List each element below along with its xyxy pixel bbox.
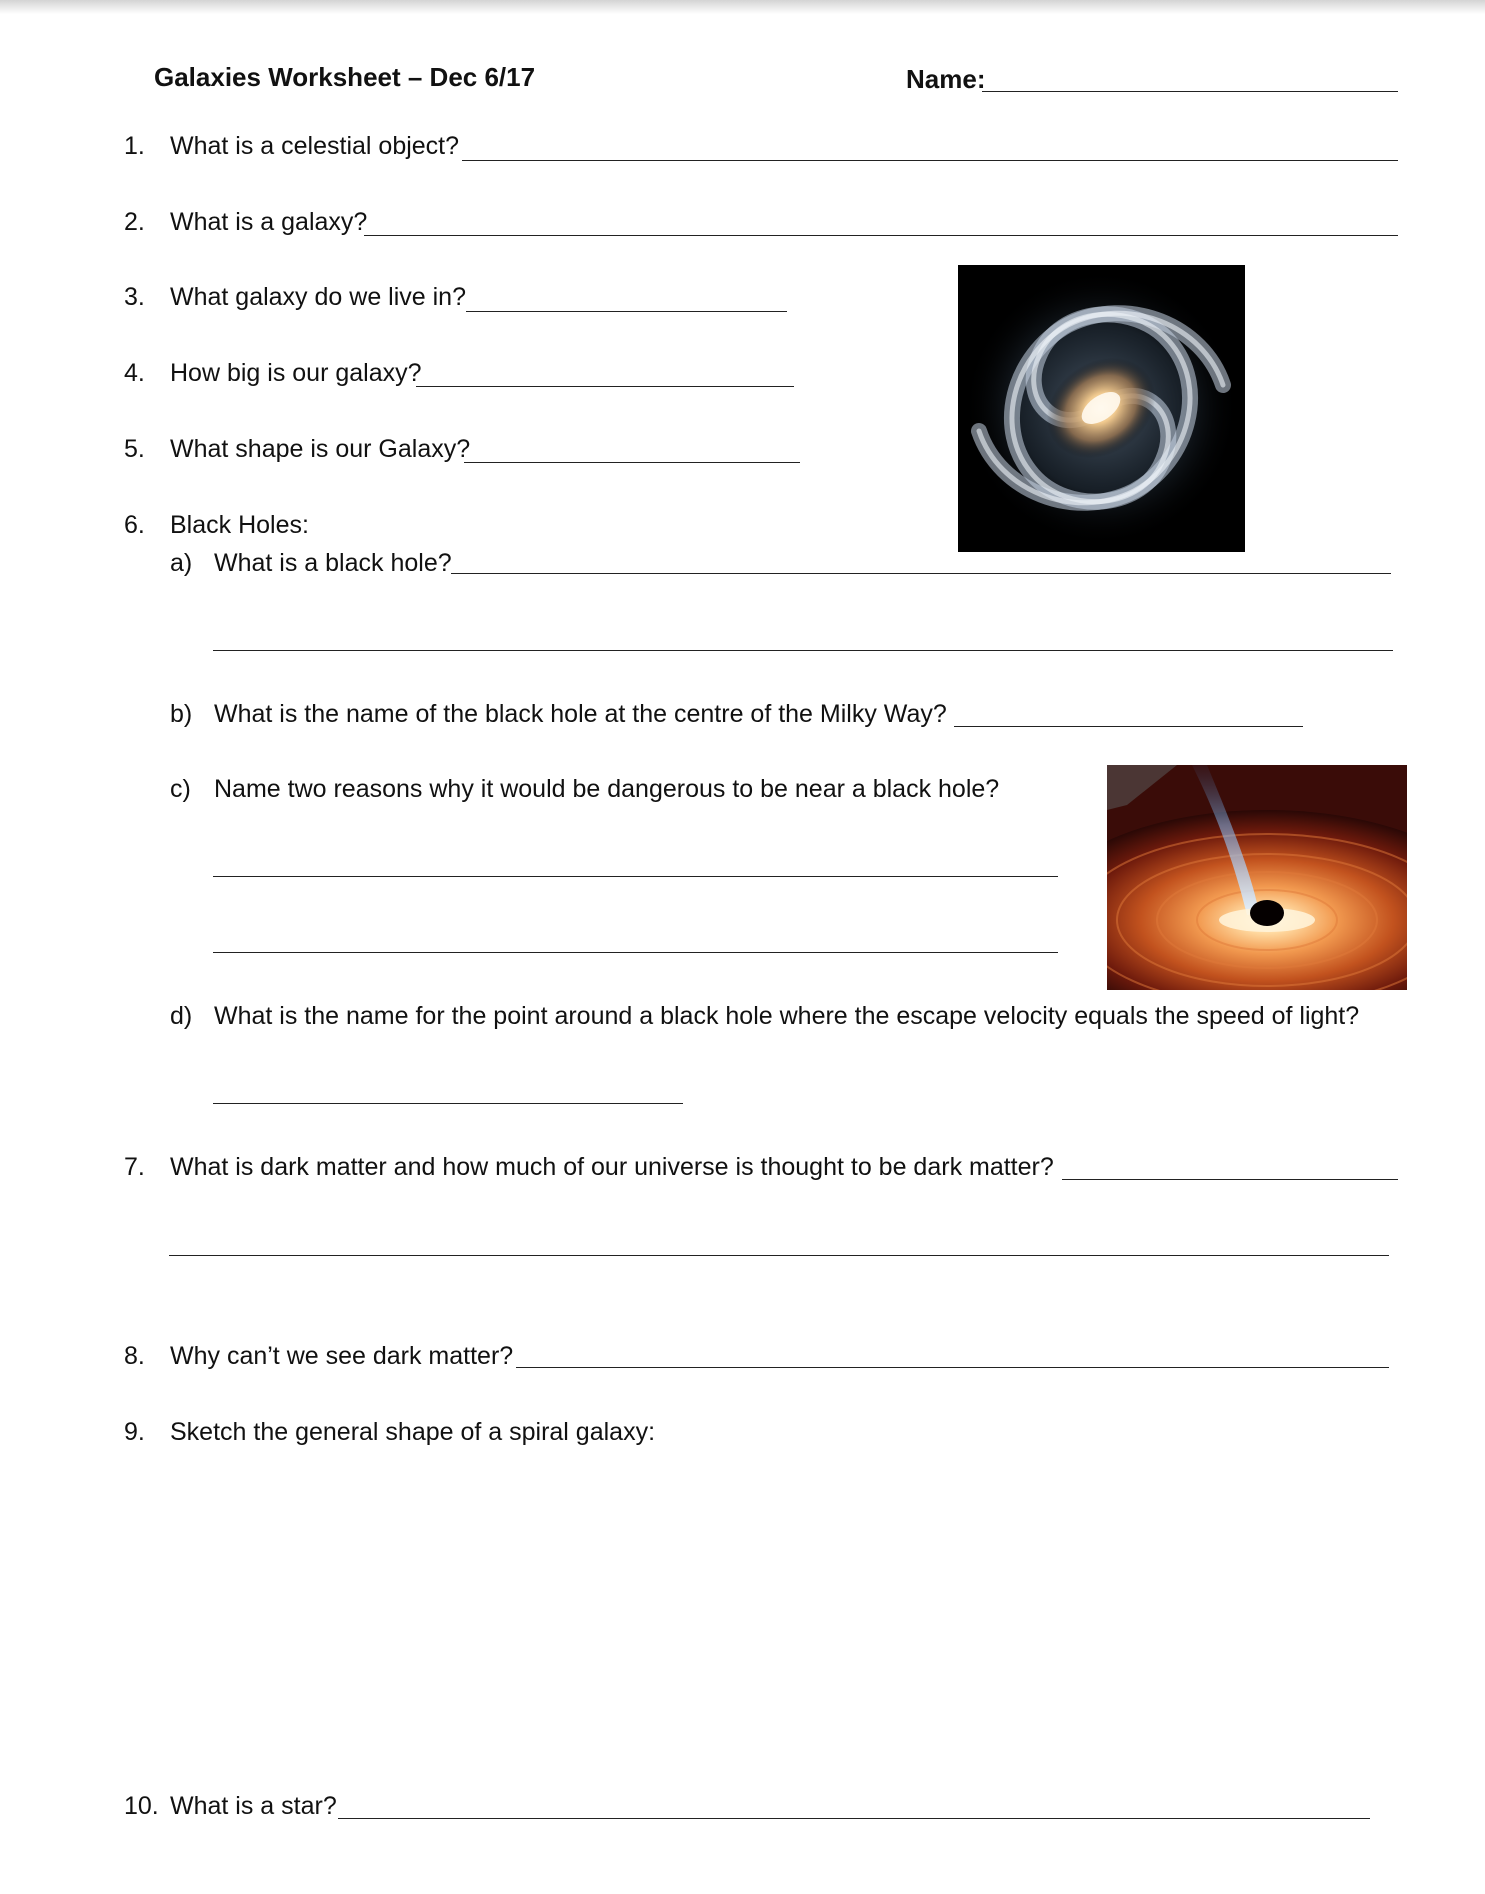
name-label: Name: [906,64,986,94]
q6c-answer-line-2[interactable] [213,952,1058,953]
worksheet-title: Galaxies Worksheet – Dec 6/17 [154,62,536,92]
q6d-answer-line[interactable] [213,1103,683,1104]
q7-number: 7. [124,1153,145,1181]
q6a-text: What is a black hole? [214,549,452,577]
q7-answer-line-1[interactable] [1062,1179,1398,1180]
q6b-letter: b) [170,700,193,728]
q6c-letter: c) [170,775,191,803]
q4-text: How big is our galaxy? [170,359,422,387]
q7-text: What is dark matter and how much of our universe is thought to be dark matter? [170,1153,1054,1181]
q6a-answer-line-1[interactable] [451,573,1391,574]
q8-number: 8. [124,1342,145,1370]
q6d-text: What is the name for the point around a black hole where the escape velocity equals the speed of light? [214,1002,1360,1030]
q2-text: What is a galaxy? [170,208,368,236]
q9-number: 9. [124,1418,145,1446]
q6b-answer-line[interactable] [954,726,1303,727]
q10-text: What is a star? [170,1792,337,1820]
q5-text: What shape is our Galaxy? [170,435,471,463]
q2-number: 2. [124,208,145,236]
q3-text: What galaxy do we live in? [170,283,466,311]
spiral-galaxy-image [958,265,1245,552]
q8-answer-line[interactable] [516,1367,1389,1368]
q6c-text: Name two reasons why it would be dangerous to be near a black hole? [214,775,1000,803]
q6d-letter: d) [170,1002,193,1030]
q10-number: 10. [124,1792,159,1820]
q6-text: Black Holes: [170,511,309,539]
q6-number: 6. [124,511,145,539]
q3-answer-line[interactable] [466,311,787,312]
q4-answer-line[interactable] [416,386,794,387]
q1-number: 1. [124,132,145,160]
q5-answer-line[interactable] [464,462,800,463]
q3-number: 3. [124,283,145,311]
q5-number: 5. [124,435,145,463]
page-top-shadow [0,0,1485,14]
name-answer-line[interactable] [982,91,1398,92]
q6c-answer-line-1[interactable] [213,876,1058,877]
q1-answer-line[interactable] [462,160,1398,161]
q4-number: 4. [124,359,145,387]
q8-text: Why can’t we see dark matter? [170,1342,514,1370]
q6a-answer-line-2[interactable] [213,650,1393,651]
q10-answer-line[interactable] [338,1818,1370,1819]
black-hole-image [1107,765,1407,990]
q9-text: Sketch the general shape of a spiral galaxy: [170,1418,656,1446]
q7-answer-line-2[interactable] [169,1255,1389,1256]
q1-text: What is a celestial object? [170,132,460,160]
q6a-letter: a) [170,549,193,577]
q6b-text: What is the name of the black hole at the centre of the Milky Way? [214,700,947,728]
q2-answer-line[interactable] [364,235,1398,236]
